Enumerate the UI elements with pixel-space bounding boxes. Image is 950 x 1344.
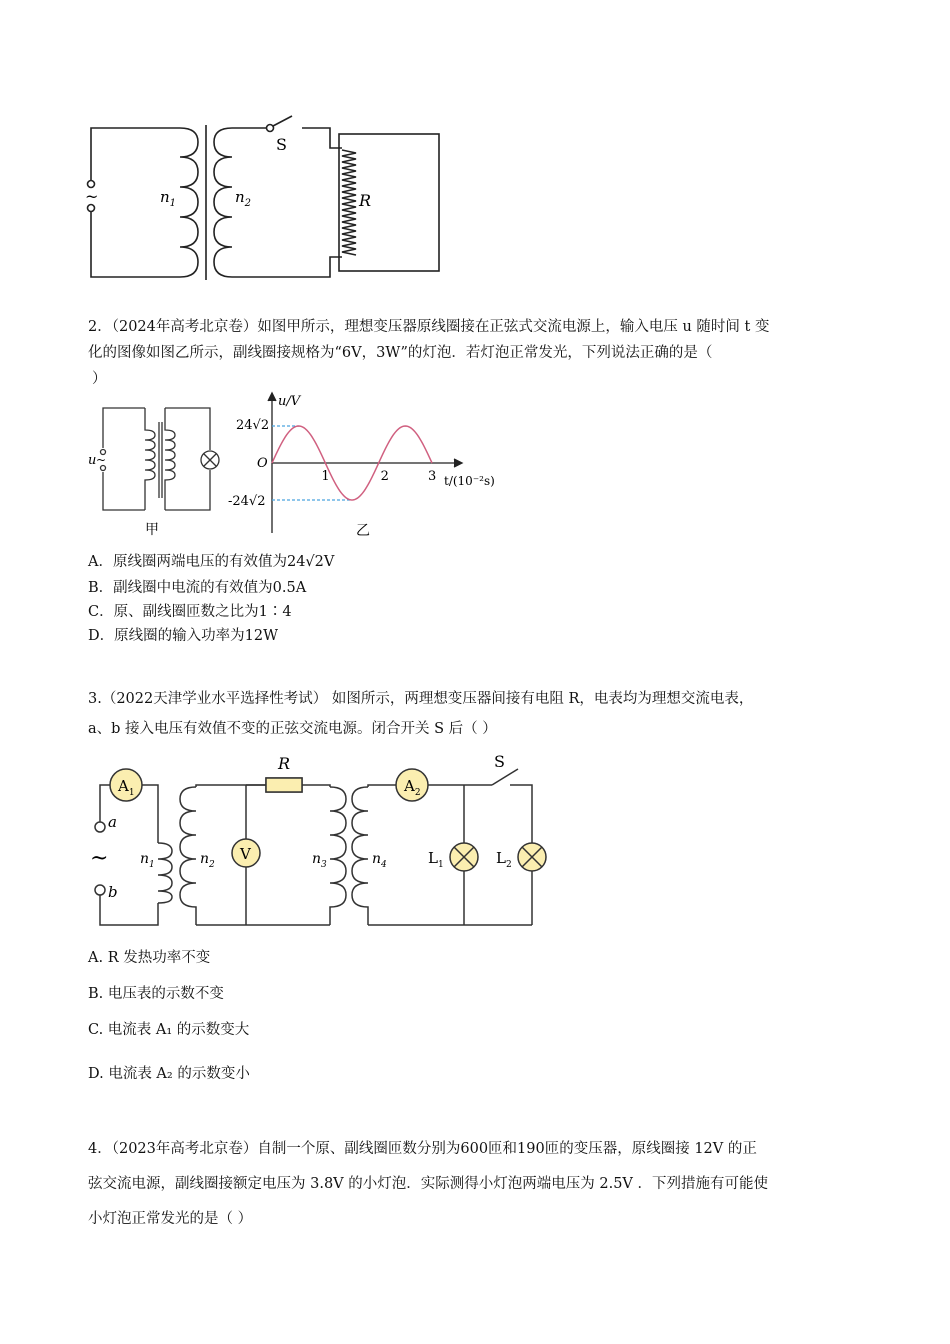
l2-label: $L_2$: [496, 849, 512, 870]
q3-option-b[interactable]: B. 电压表的示数不变: [88, 986, 224, 1002]
x-tick-label-3: 3: [428, 469, 437, 484]
yi-ylabel: u/V: [278, 394, 301, 409]
yi-caption: 乙: [356, 523, 370, 539]
source-symbol: ~: [85, 187, 99, 206]
x-tick-label-1: 1: [321, 469, 330, 484]
q3-option-a[interactable]: A. R 发热功率不变: [88, 950, 211, 966]
q2-option-b[interactable]: B．副线圈中电流的有效值为0.5A: [88, 580, 307, 596]
n1-label-q3: $n_1$: [140, 851, 155, 870]
a2-label: $A_2$: [404, 777, 421, 798]
b-terminal-label: b: [108, 883, 118, 901]
q2-option-a[interactable]: A．原线圈两端电压的有效值为24√2V: [88, 554, 335, 570]
resistor-r: [266, 778, 302, 792]
jia-source-symbol: ~: [96, 453, 107, 467]
n3-label-q3: $n_3$: [312, 851, 327, 870]
q2-options: [88, 550, 334, 648]
n2-label-q3: $n_2$: [200, 851, 215, 870]
q3-option-d[interactable]: D. 电流表 A₂ 的示数变小: [88, 1066, 250, 1082]
question-2-stem: [88, 314, 878, 392]
source-symbol-q3: ~: [90, 846, 109, 871]
n2-label: $n_2$: [235, 188, 252, 209]
q3-line2: a、b 接入电压有效值不变的正弦交流电源。闭合开关 S 后（ ）: [88, 721, 497, 737]
x-axis-arrow: [454, 459, 462, 467]
q4-line1: 4．（2023年高考北京卷）自制一个原、副线圈匝数分别为600匝和190匝的变压器，原线圈接 12V 的正: [88, 1141, 757, 1157]
v-label: V: [240, 845, 251, 863]
x-tick-label-2: 2: [380, 469, 389, 484]
question-3-stem: [88, 684, 888, 744]
q4-line3: 小灯泡正常发光的是（ ）: [88, 1211, 253, 1227]
q2-line1: 2．（2024年高考北京卷）如图甲所示，理想变压器原线圈接在正弦式交流电源上，输入电压 u 随时间 t 变: [88, 319, 770, 335]
figure-jia: [85, 400, 220, 540]
jia-caption: 甲: [145, 522, 159, 538]
question-4-stem: [88, 1132, 888, 1237]
yi-origin: O: [257, 456, 268, 471]
n1-label: $n_1$: [160, 188, 177, 209]
figure-yi-chart: [222, 385, 512, 545]
figure-transformer-resistor: [80, 110, 460, 290]
yi-ytick-top: 24√2: [236, 418, 270, 433]
a1-label: $A_1$: [118, 777, 135, 798]
yi-xlabel: t/(10⁻²s): [444, 474, 495, 488]
y-axis-arrow: [268, 393, 276, 401]
q3-options: [88, 946, 250, 1098]
a-terminal-label: a: [108, 813, 117, 831]
q3-option-c[interactable]: C. 电流表 A₁ 的示数变大: [88, 1022, 250, 1038]
yi-ytick-bottom: -24√2: [228, 494, 266, 509]
jia-u-label: u: [88, 453, 97, 468]
q2-line3: ）: [92, 371, 107, 387]
resistor-label: R: [359, 191, 372, 210]
switch-label: S: [276, 135, 287, 154]
q2-line2: 化的图像如图乙所示，副线圈接规格为“6V，3W”的灯泡．若灯泡正常发光，下列说法正确的是（: [88, 345, 713, 361]
s-label: S: [494, 752, 505, 771]
q4-line2: 弦交流电源，副线圈接额定电压为 3.8V 的小灯泡．实际测得小灯泡两端电压为 2.5V ．下列措施有可能使: [88, 1176, 768, 1192]
q2-option-c[interactable]: C．原、副线圈匝数之比为1∶4: [88, 604, 292, 620]
n4-label-q3: $n_4$: [372, 851, 387, 870]
figure-q3-circuit: [80, 745, 560, 935]
r-label: R: [278, 754, 291, 773]
q2-option-d[interactable]: D．原线圈的输入功率为12W: [88, 628, 278, 644]
l1-label: $L_1$: [428, 849, 444, 870]
q3-line1: 3.（2022天津学业水平选择性考试） 如图所示，两理想变压器间接有电阻 R，电表均为理想交流电表，: [88, 691, 754, 707]
